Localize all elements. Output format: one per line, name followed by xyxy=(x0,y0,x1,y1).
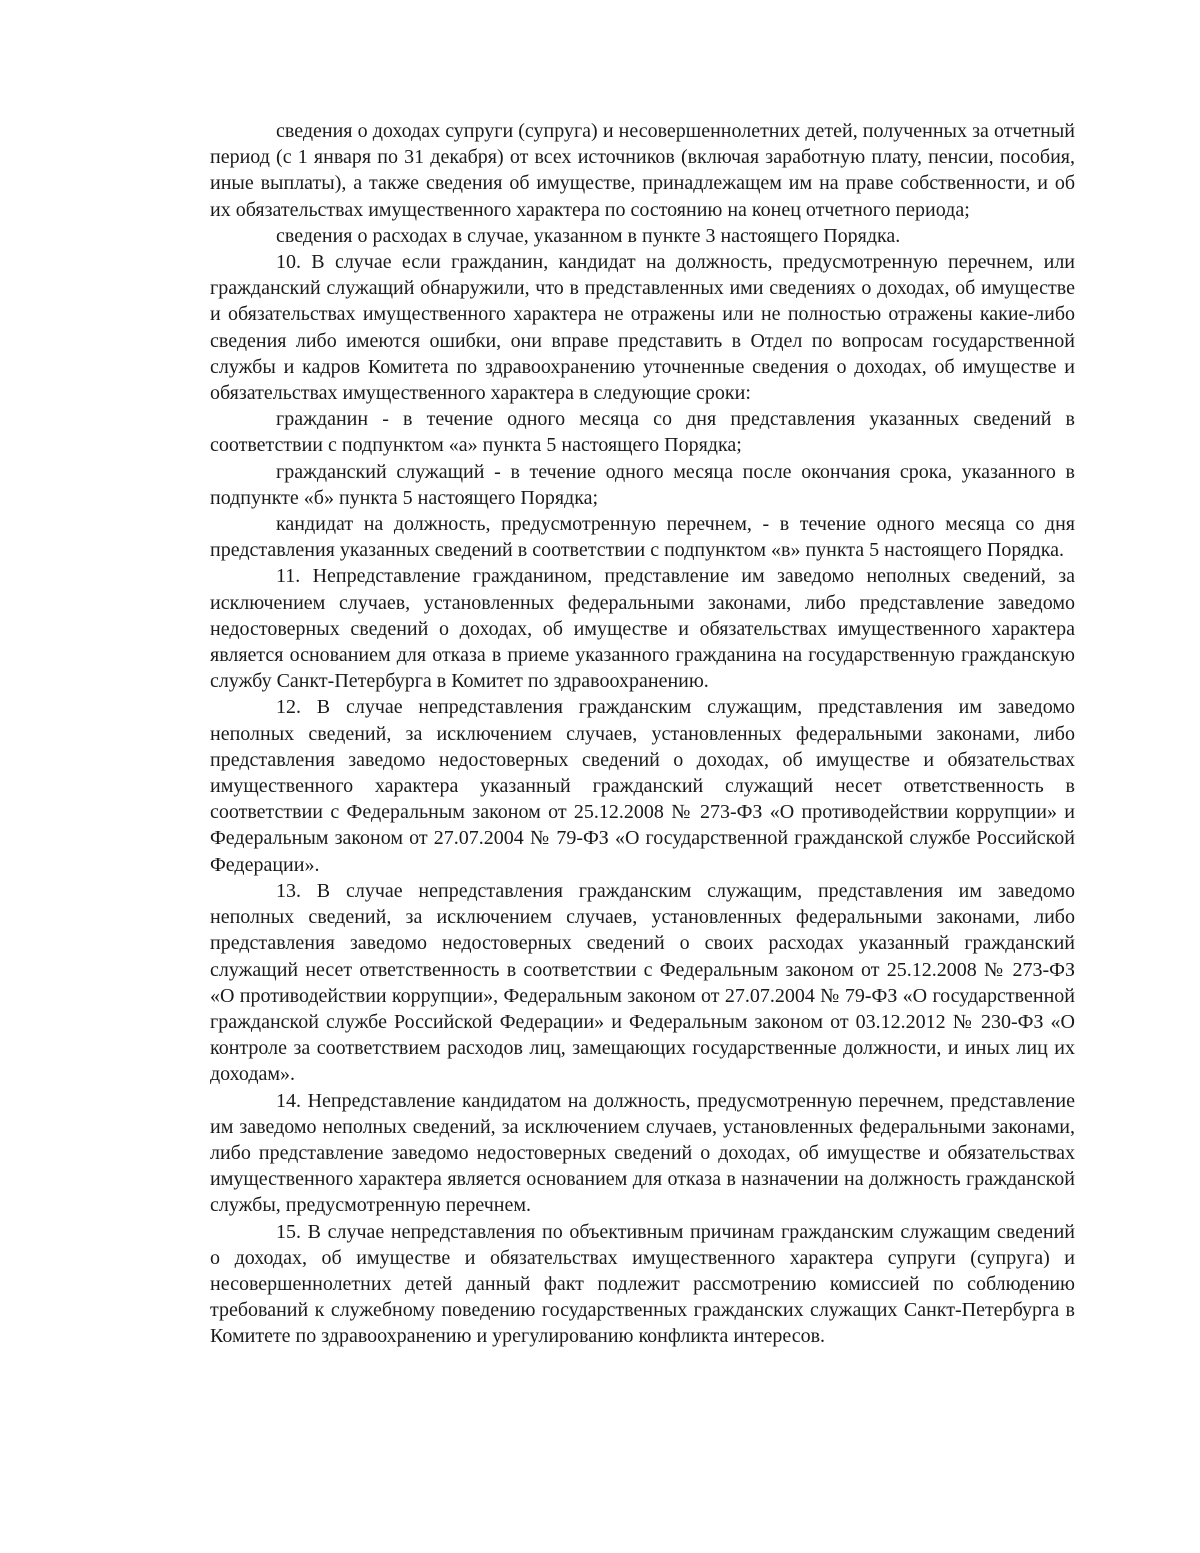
paragraph-item-11: 11. Непредставление гражданином, представление им заведомо неполных сведений, за исключением случаев, установленных федеральными законами, либо представление заведомо недостоверных сведений о доходах, об имуществе и обязательствах имущественного характера является основанием для отказа в приеме указанного гражданина на государственную гражданскую службу Санкт-Петербурга в Комитет по здравоохранению. xyxy=(210,565,1075,693)
paragraph-civil-servant-deadline: гражданский служащий - в течение одного месяца после окончания срока, указанного в подпункте «б» пункта 5 настоящего Порядка; xyxy=(210,460,1075,509)
paragraph-item-14: 14. Непредставление кандидатом на должность, предусмотренную перечнем, представление им заведомо неполных сведений, за исключением случаев, установленных федеральными законами, либо представление заведомо недостоверных сведений о доходах, об имуществе и обязательствах имущественного характера является основанием для отказа в назначении на должность гражданской службы, предусмотренную перечнем. xyxy=(210,1089,1075,1217)
paragraph-expenses-info: сведения о расходах в случае, указанном в пункте 3 настоящего Порядка. xyxy=(276,224,901,247)
paragraph-item-12: 12. В случае непредставления гражданским служащим, представления им заведомо неполных сведений, за исключением случаев, установленных федеральными законами, либо представления заведомо недостоверных сведений о доходах, об имуществе и обязательствах имущественного характера указанный гражданский служащий несет ответственность в соответствии с Федеральным законом от 25.12.2008 № 273-ФЗ «О противодействии коррупции» и Федеральным законом от 27.07.2004 № 79-ФЗ «О государственной гражданской службе Российской Федерации». xyxy=(210,696,1075,876)
paragraph-citizen-deadline: гражданин - в течение одного месяца со дня представления указанных сведений в соответствии с подпунктом «а» пункта 5 настоящего Порядка; xyxy=(210,408,1075,457)
paragraph-item-13: 13. В случае непредставления гражданским служащим, представления им заведомо неполных сведений, за исключением случаев, установленных федеральными законами, либо представления заведомо недостоверных сведений о своих расходах указанный гражданский служащий несет ответственность в соответствии с Федеральным законом от 25.12.2008 № 273-ФЗ «О противодействии коррупции», Федеральным законом от 27.07.2004 № 79-ФЗ «О государственной гражданской службе Российской Федерации» и Федеральным законом от 03.12.2012 № 230-ФЗ «О контроле за соответствием расходов лиц, замещающих государственные должности, и иных лиц их доходам». xyxy=(210,879,1075,1086)
paragraph-candidate-deadline: кандидат на должность, предусмотренную перечнем, - в течение одного месяца со дня представления указанных сведений в соответствии с подпунктом «в» пункта 5 настоящего Порядка. xyxy=(210,513,1075,562)
paragraph-item-15: 15. В случае непредставления по объективным причинам гражданским служащим сведений о доходах, об имуществе и обязательствах имущественного характера супруги (супруга) и несовершеннолетних детей данный факт подлежит рассмотрению комиссией по соблюдению требований к служебному поведению государственных гражданских служащих Санкт-Петербурга в Комитете по здравоохранению и урегулированию конфликта интересов. xyxy=(210,1220,1075,1348)
document-body xyxy=(210,118,1075,1350)
paragraph-spouse-income-info: сведения о доходах супруги (супруга) и несовершеннолетних детей, полученных за отчетный период (с 1 января по 31 декабря) от всех источников (включая заработную плату, пенсии, пособия, иные выплаты), а также сведения об имуществе, принадлежащем им на праве собственности, и об их обязательствах имущественного характера по состоянию на конец отчетного периода; xyxy=(210,120,1075,221)
paragraph-item-10: 10. В случае если гражданин, кандидат на должность, предусмотренную перечнем, или гражданский служащий обнаружили, что в представленных ими сведениях о доходах, об имуществе и обязательствах имущественного характера не отражены или не полностью отражены какие-либо сведения либо имеются ошибки, они вправе представить в Отдел по вопросам государственной службы и кадров Комитета по здравоохранению уточненные сведения о доходах, об имуществе и обязательствах имущественного характера в следующие сроки: xyxy=(210,251,1075,405)
